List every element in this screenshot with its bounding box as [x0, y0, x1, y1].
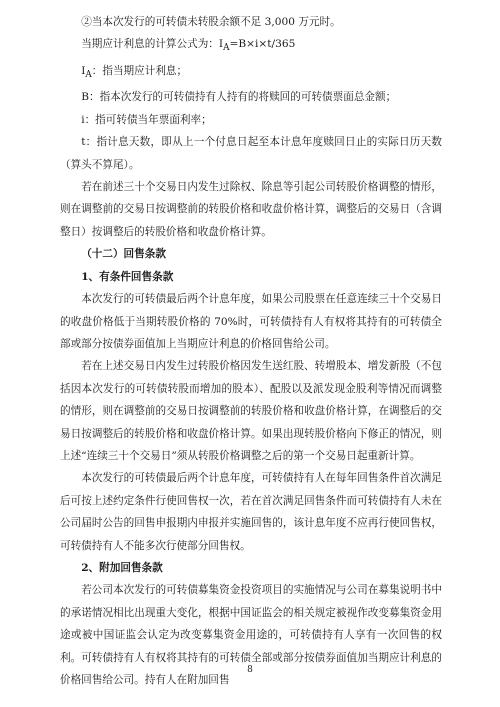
- price-change-paragraph: 若在上述交易日内发生过转股价格因发生送红股、转增股本、增发新股（不包括因本次发行的可转债转股而增加的股本）、配股以及派发现金股利等情况而调整的情形，则在调整前的交易日按调整前的转股价格和收盘价格计算，在调整后的交易日按调整后的转股价格和收盘价格计算。如果出现转股价格向下修正的情况，则上述“连续三十个交易日”须从转股价格调整之后的第一个交易日起重新计算。: [60, 360, 442, 462]
- condition-item-2: ②当本次发行的可转债未转股余额不足 3,000 万元时。: [81, 16, 341, 28]
- section-heading-put-clause: （十二）回售条款: [81, 248, 166, 261]
- page-content: [60, 11, 442, 691]
- definition-subscript: A: [85, 70, 92, 81]
- definition-i: i：指可转债当年票面利率；: [81, 113, 212, 126]
- additional-put-paragraph: 若公司本次发行的可转债募集资金投资项目的实施情况与公司在募集说明书中的承诺情况相比出现重大变化，根据中国证监会的相关规定被视作改变募集资金用途或被中国证监会认定为改变募集资金用途的，可转债持有人享有一次回售的权利。可转债持有人有权将其持有的可转债全部或部分按债券面值加当期应计利息的价格回售给公司。持有人在附加回售: [60, 584, 442, 686]
- page-number: 8: [247, 665, 253, 675]
- formula-subscript: A: [223, 43, 230, 54]
- formula-expression: =B×i×t/365: [229, 38, 296, 51]
- price-adjustment-paragraph: 若在前述三十个交易日内发生过除权、除息等引起公司转股价格调整的情形，则在调整前的交易日按调整前的转股价格和收盘价格计算，调整后的交易日（含调整日）按调整后的转股价格和收盘价格计算。: [60, 181, 442, 238]
- definition-ia: [60, 60, 442, 87]
- conditional-put-paragraph: 本次发行的可转债最后两个计息年度，如果公司股票在任意连续三十个交易日的收盘价格低于当期转股价格的 70%时，可转债持有人有权将其持有的可转债全部或部分按债券面值加上当期应计利息的价格回售给公司。: [60, 293, 442, 350]
- definition-t: t：指计息天数，即从上一个付息日起至本计息年度赎回日止的实际日历天数（算头不算尾）。: [60, 136, 442, 171]
- interest-formula: [60, 33, 442, 60]
- definition-text: ：指当期应计利息；: [91, 64, 188, 77]
- definition-symbol: I: [81, 64, 86, 77]
- formula-text: 当期应计利息的计算公式为：I: [81, 38, 224, 51]
- subheading-additional-put: 2、附加回售条款: [81, 561, 163, 574]
- definition-b: B：指本次发行的可转债持有人持有的将赎回的可转债票面总金额；: [81, 91, 397, 104]
- subheading-conditional-put: 1、有条件回售条款: [81, 270, 174, 283]
- put-exercise-paragraph: 本次发行的可转债最后两个计息年度，可转债持有人在每年回售条件首次满足后可按上述约定条件行使回售权一次，若在首次满足回售条件而可转债持有人未在公司届时公告的回售申报期内申报并实施回售的，该计息年度不应再行使回售权，可转债持有人不能多次行使部分回售权。: [60, 472, 442, 552]
